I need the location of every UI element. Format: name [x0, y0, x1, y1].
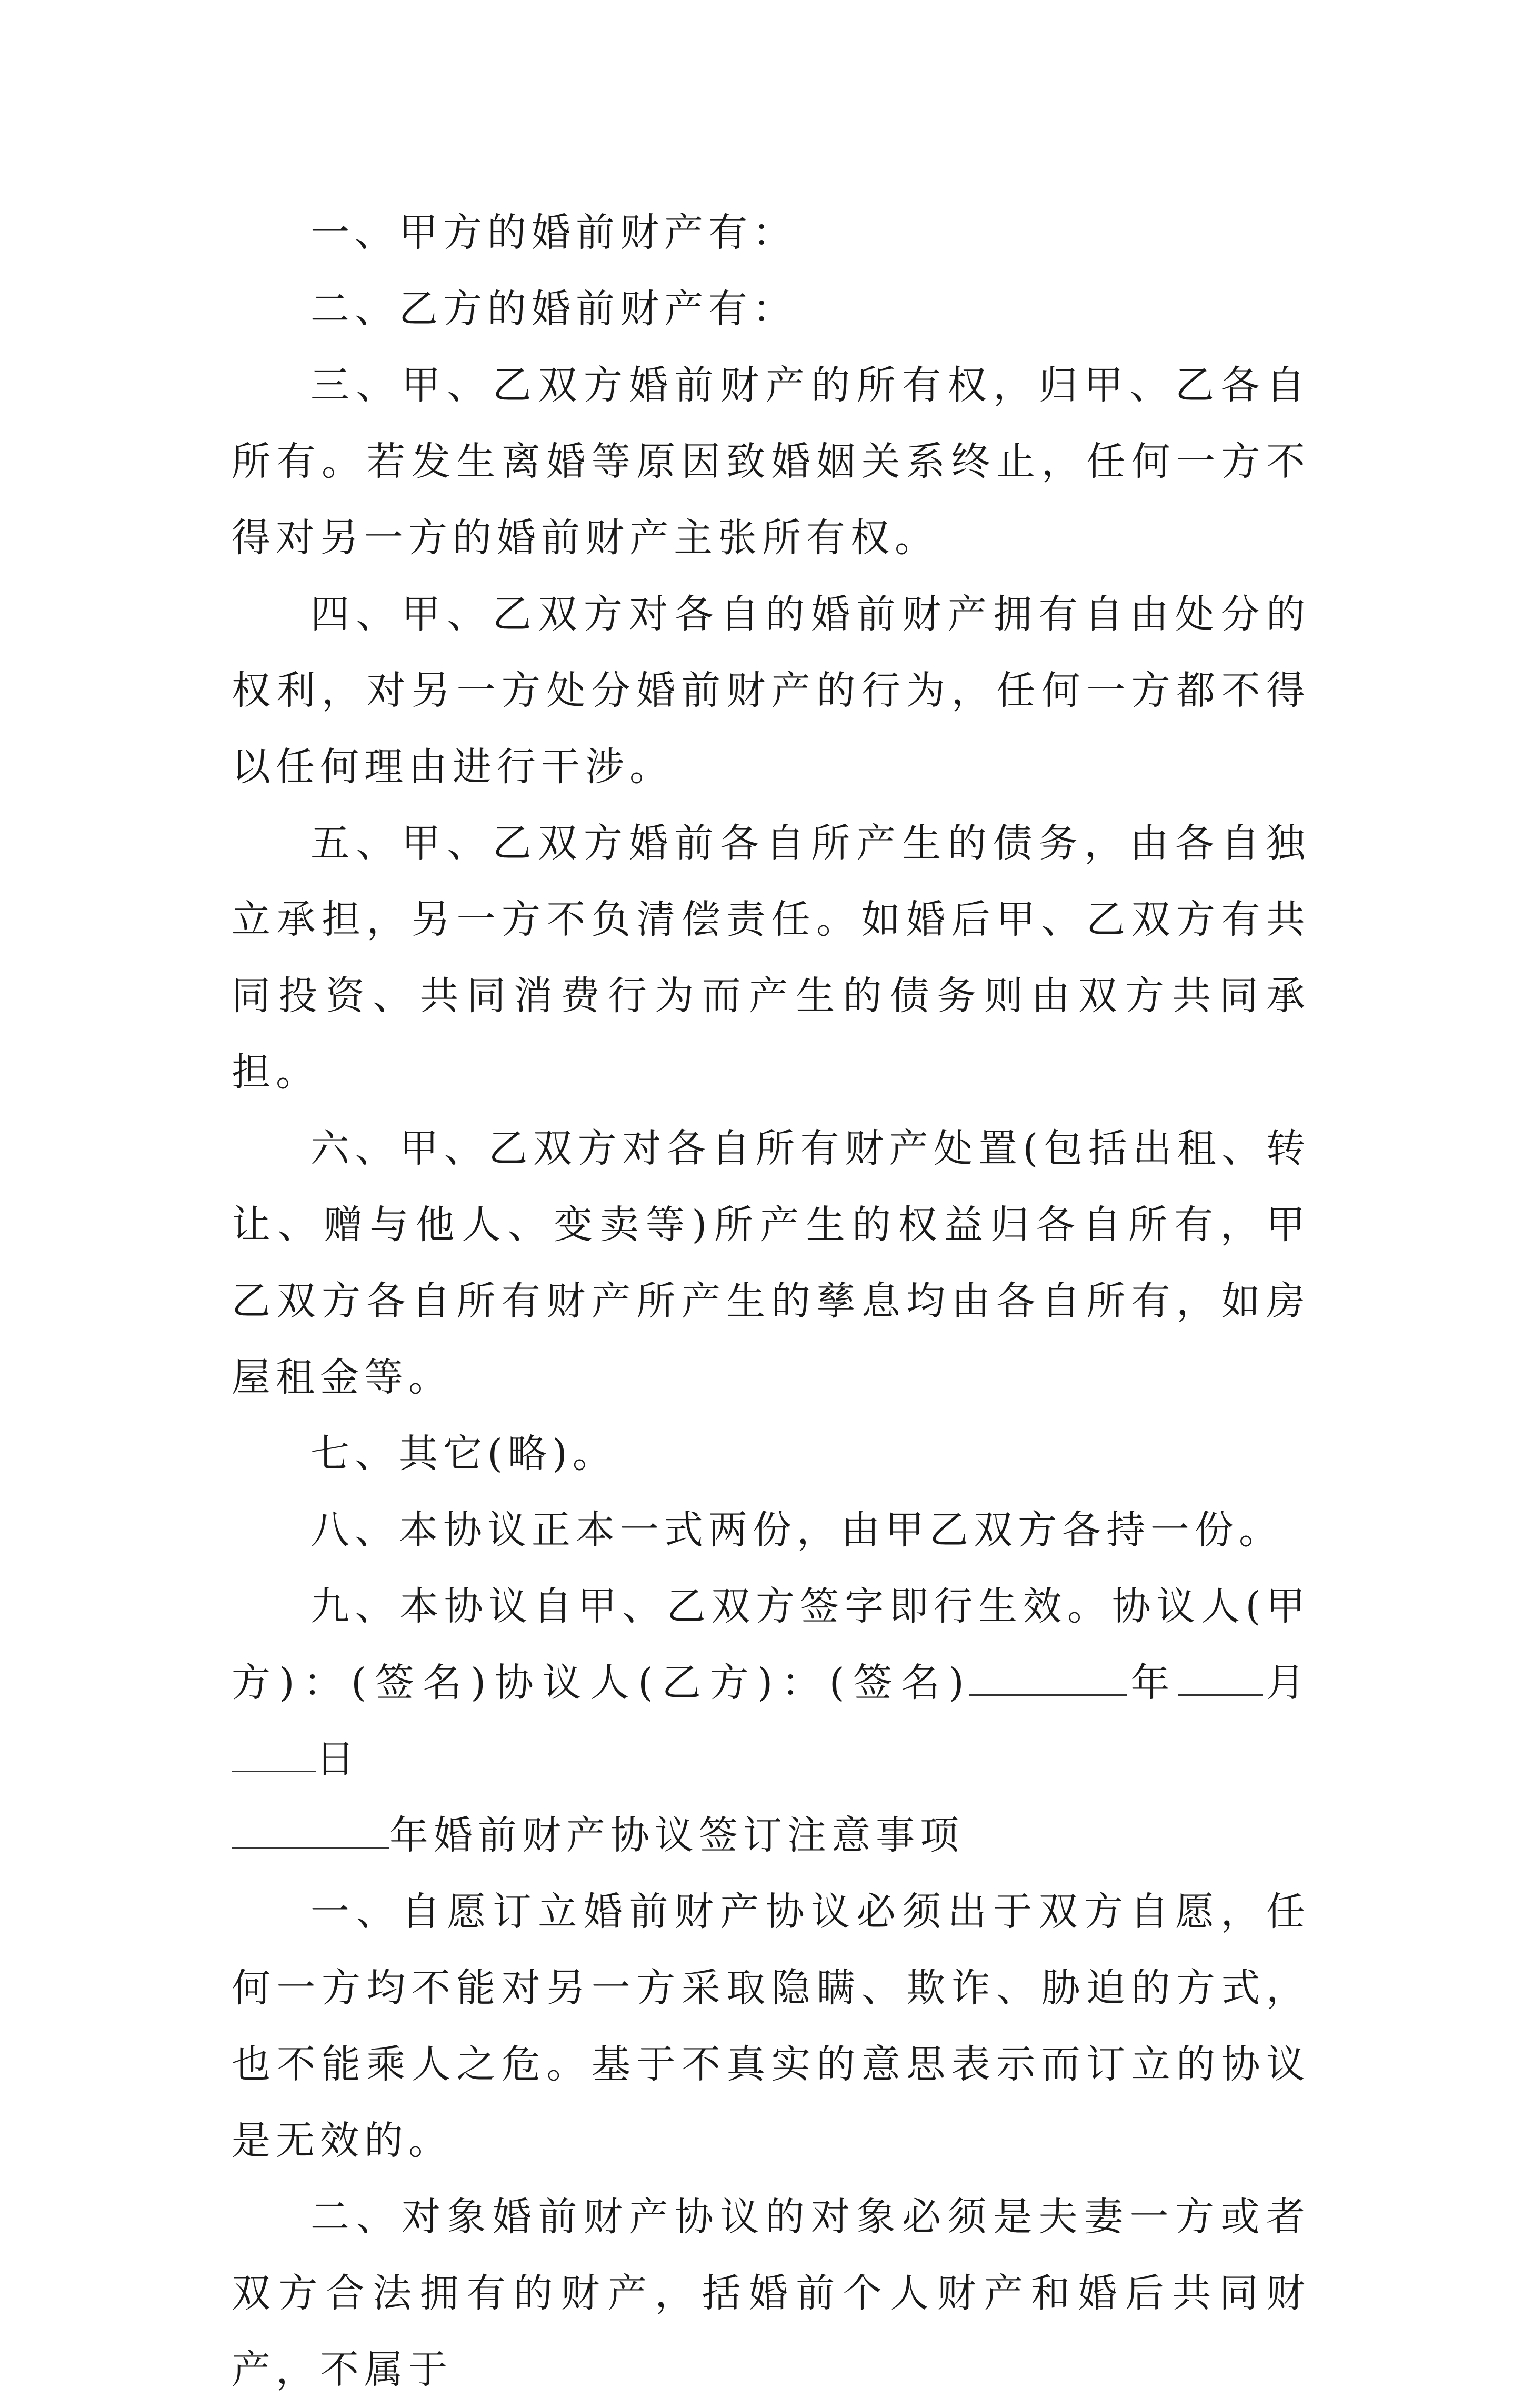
- year-blank: [969, 1655, 1127, 1696]
- month-blank: [1178, 1655, 1263, 1696]
- month-label: 月: [1263, 1660, 1311, 1705]
- clause-1: 一、甲方的婚前财产有：: [310, 210, 797, 255]
- note-2: 二、对象婚前财产协议的对象必须是夫妻一方或者双方合法拥有的财产，括婚前个人财产和婚后共同财产，不属于: [232, 2194, 1310, 2392]
- clause-9-signature: [232, 1568, 1310, 1797]
- notes-title-text: 年婚前财产协议签订注意事项: [389, 1813, 964, 1858]
- clause-3: 三、甲、乙双方婚前财产的所有权，归甲、乙各自所有。若发生离婚等原因致婚姻关系终止，任何一方不得对另一方的婚前财产主张所有权。: [232, 363, 1310, 561]
- clause-5: 五、甲、乙双方婚前各自所产生的债务，由各自独立承担，另一方不负清偿责任。如婚后甲、乙双方有共同投资、共同消费行为而产生的债务则由双方共同承担。: [232, 821, 1310, 1095]
- clause-7: 七、其它(略)。: [310, 1431, 617, 1476]
- clause-8: 八、本协议正本一式两份，由甲乙双方各持一份。: [310, 1507, 1283, 1553]
- notes-title: [232, 1797, 1310, 1874]
- year-label: 年: [1127, 1660, 1179, 1705]
- title-year-blank: [232, 1808, 389, 1849]
- day-blank: [232, 1732, 316, 1772]
- day-label: 日: [316, 1736, 360, 1782]
- document-body: [232, 195, 1310, 2408]
- clause-4: 四、甲、乙双方对各自的婚前财产拥有自由处分的权利，对另一方处分婚前财产的行为，任何一方都不得以任何理由进行干涉。: [232, 592, 1310, 790]
- note-1: 一、自愿订立婚前财产协议必须出于双方自愿，任何一方均不能对另一方采取隐瞒、欺诈、胁迫的方式，也不能乘人之危。基于不真实的意思表示而订立的协议是无效的。: [232, 1889, 1310, 2163]
- clause-6: 六、甲、乙双方对各自所有财产处置(包括出租、转让、赠与他人、变卖等)所产生的权益归各自所有，甲乙双方各自所有财产所产生的孳息均由各自所有，如房屋租金等。: [232, 1126, 1310, 1400]
- clause-2: 二、乙方的婚前财产有：: [310, 286, 797, 332]
- signature-text: 九、本协议自甲、乙双方签字即行生效。协议人(甲方)：(签名)协议人(乙方)：(签名): [232, 1584, 1310, 1705]
